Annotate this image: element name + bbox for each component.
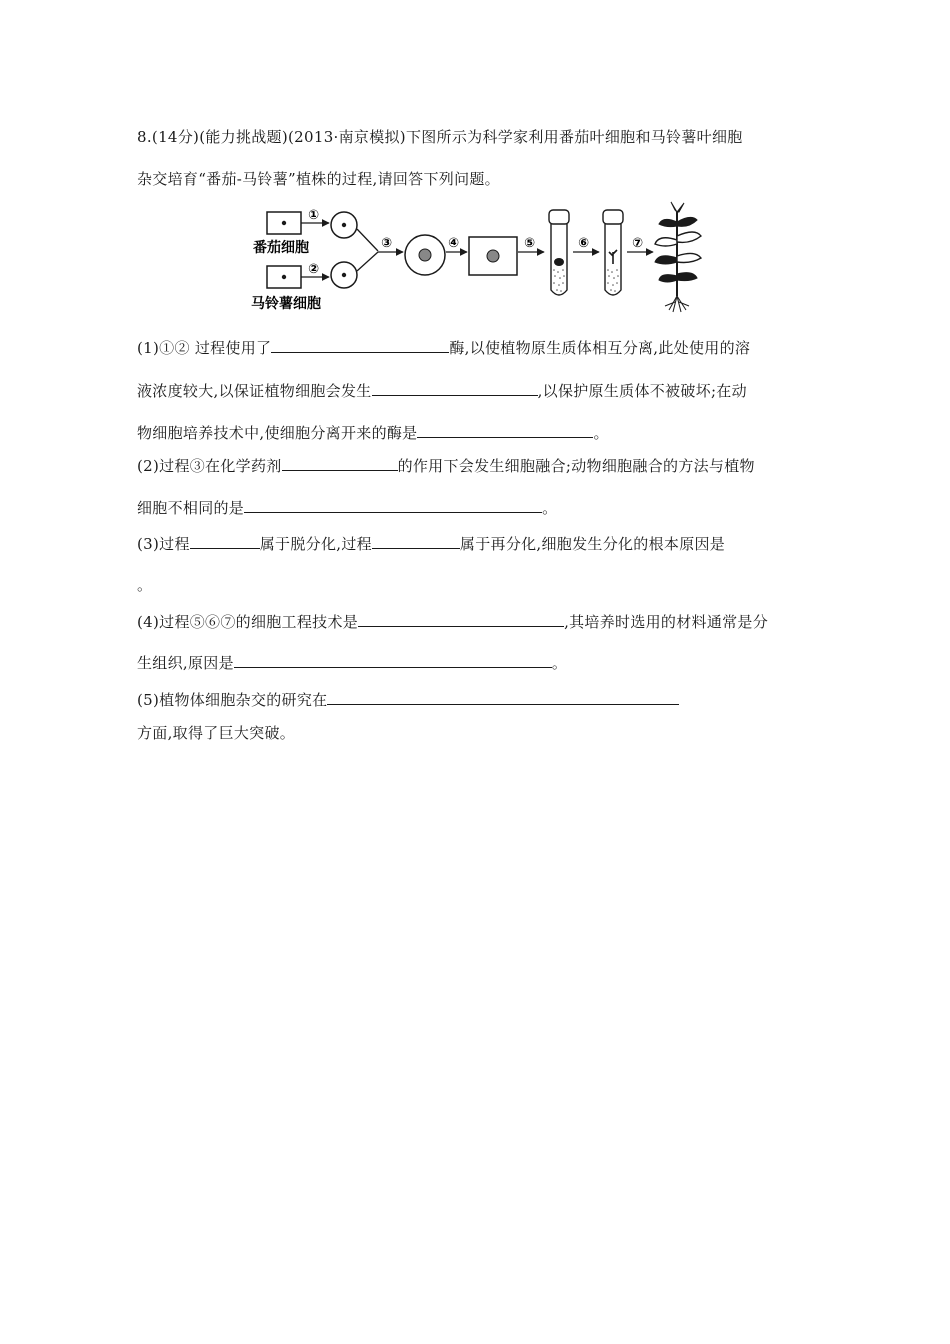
potato-cell-label: 马铃薯细胞 [251,296,321,312]
step-3-label: ③ [381,236,393,251]
answer-blank-2b[interactable] [244,498,542,513]
sub-question-2-line-1: (2)过程③在化学药剂 的作用下会发生细胞融合;动物细胞融合的方法与植物 [137,457,755,475]
tomato-nucleus [282,221,286,225]
sub-question-4-line-1: (4)过程⑤⑥⑦的细胞工程技术是 ,其培养时选用的材料通常是分 [137,613,769,631]
step-2-label: ② [308,262,320,277]
question-intro-line-2: 杂交培育“番茄-马铃薯”植株的过程,请回答下列问题。 [137,170,500,188]
step-7-label: ⑦ [632,236,644,251]
step-4-label: ④ [448,236,460,251]
test-tube-seedling [603,210,623,295]
answer-blank-4a[interactable] [358,612,564,627]
sub-question-1-line-1: (1)①② 过程使用了 酶,以使植物原生质体相互分离,此处使用的溶 [137,339,751,357]
answer-blank-4b[interactable] [234,653,552,668]
answer-blank-1b[interactable] [372,381,538,396]
question-intro-line-1: 8.(14分)(能力挑战题)(2013·南京模拟)下图所示为科学家利用番茄叶细胞和马铃薯叶细胞 [137,128,743,146]
tomato-cell-label: 番茄细胞 [253,240,309,256]
step-5-label: ⑤ [524,236,536,251]
step-1-label: ① [308,208,320,223]
sub-question-3-line-1: (3)过程 属于脱分化,过程 属于再分化,细胞发生分化的根本原因是 [137,535,726,553]
sub-question-2-line-2: 细胞不相同的是 。 [137,499,558,517]
cell-hybridization-diagram [245,200,715,318]
step-6-label: ⑥ [578,236,590,251]
sub-question-5-line-2: 方面,取得了巨大突破。 [137,724,296,742]
test-tube-callus [549,210,569,295]
potato-nucleus [282,275,286,279]
answer-blank-2a[interactable] [282,456,398,471]
sub-question-3-line-2: 。 [137,576,153,594]
answer-blank-1a[interactable] [271,338,449,353]
sub-question-1-line-3: 物细胞培养技术中,使细胞分离开来的酶是 。 [137,424,609,442]
answer-blank-3b[interactable] [372,534,460,549]
sub-question-4-line-2: 生组织,原因是 。 [137,654,568,672]
hybrid-plant [655,202,701,312]
answer-blank-3a[interactable] [190,534,260,549]
answer-blank-5a[interactable] [327,690,679,705]
sub-question-5-line-1: (5)植物体细胞杂交的研究在 [137,690,679,710]
diagram-svg [245,200,715,318]
answer-blank-1c[interactable] [417,423,593,438]
sub-question-1-line-2: 液浓度较大,以保证植物细胞会发生 ,以保护原生质体不被破坏;在动 [137,382,747,400]
